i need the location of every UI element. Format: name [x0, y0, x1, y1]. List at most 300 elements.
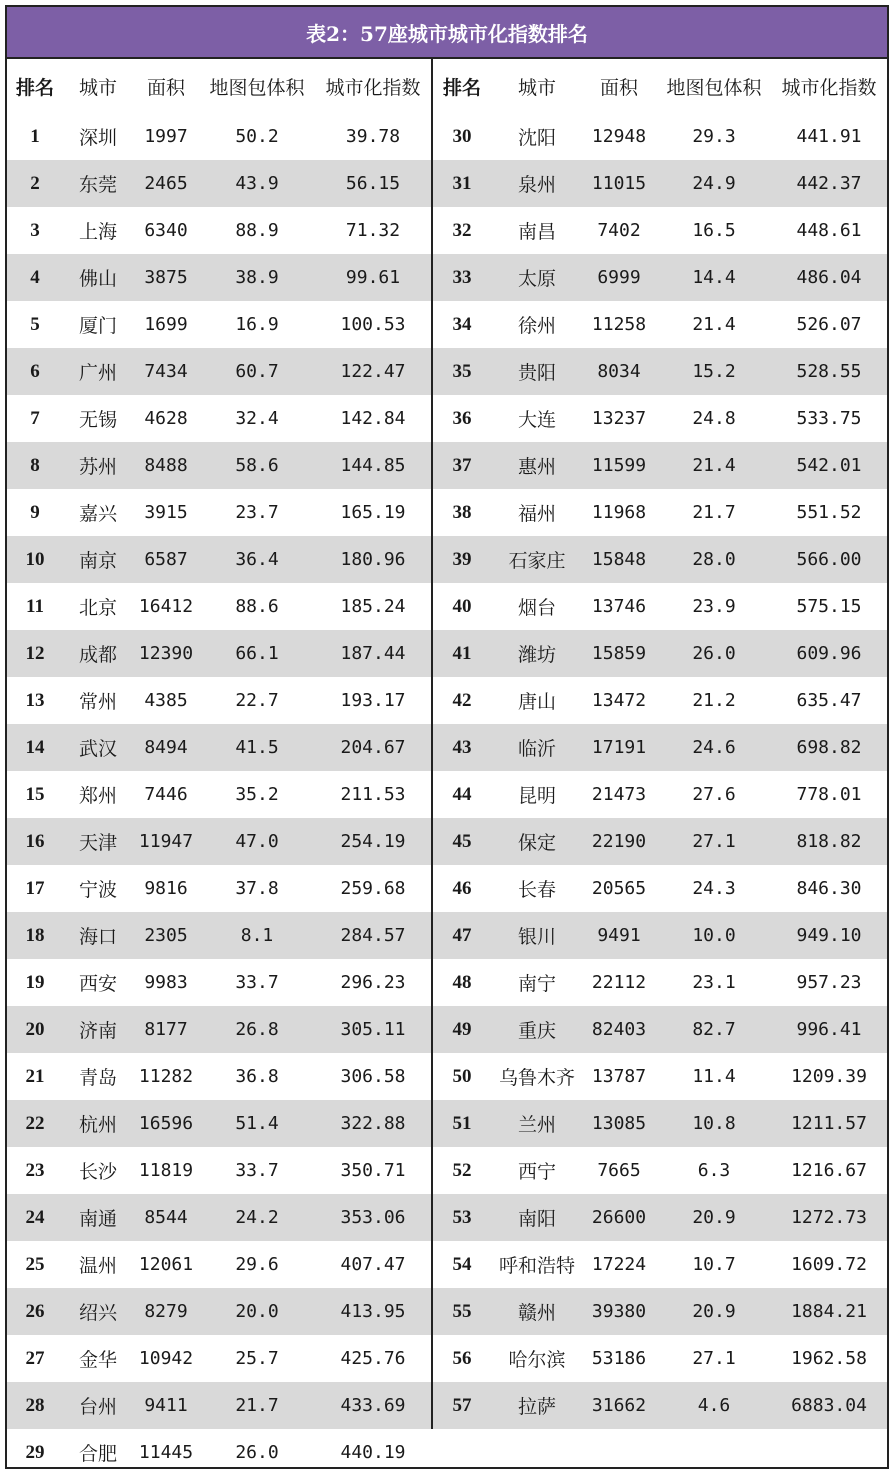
- cell-urbanization-index: 996.41: [796, 1019, 862, 1040]
- cell-map-size: 41.5: [235, 737, 279, 758]
- cell-urbanization-index: 407.47: [340, 1254, 406, 1275]
- cell-rank: 46: [452, 877, 472, 899]
- cell-map-size: 4.6: [697, 1395, 731, 1416]
- cell-map-size: 20.9: [692, 1207, 736, 1228]
- header-map-size: 地图包体积: [666, 76, 762, 99]
- cell-city: 东莞: [78, 174, 117, 196]
- cell-city: 温州: [78, 1255, 117, 1277]
- cell-area: 13472: [591, 690, 647, 711]
- table-row: [7, 348, 431, 395]
- cell-rank: 14: [25, 736, 45, 758]
- table-row: [433, 630, 887, 677]
- cell-city: 郑州: [78, 785, 117, 807]
- cell-urbanization-index: 180.96: [340, 549, 406, 570]
- cell-map-size: 28.0: [692, 549, 736, 570]
- cell-area: 2465: [144, 173, 188, 194]
- cell-rank: 52: [452, 1159, 472, 1181]
- table-row: [433, 1335, 887, 1382]
- cell-area: 16412: [138, 596, 194, 617]
- cell-city: 济南: [78, 1020, 117, 1042]
- cell-city: 泉州: [517, 174, 556, 196]
- cell-map-size: 66.1: [235, 643, 279, 664]
- cell-urbanization-index: 413.95: [340, 1301, 406, 1322]
- cell-area: 6587: [144, 549, 188, 570]
- cell-urbanization-index: 211.53: [340, 784, 406, 805]
- cell-city: 长春: [517, 879, 556, 901]
- cell-map-size: 10.8: [692, 1113, 736, 1134]
- cell-map-size: 29.3: [692, 126, 736, 147]
- cell-area: 13237: [591, 408, 647, 429]
- table-row: [433, 1382, 887, 1429]
- cell-map-size: 21.2: [692, 690, 736, 711]
- cell-city: 银川: [517, 926, 556, 948]
- cell-city: 常州: [78, 691, 117, 713]
- cell-city: 南京: [78, 550, 117, 572]
- cell-city: 临沂: [517, 738, 556, 760]
- cell-rank: 50: [452, 1065, 472, 1087]
- cell-map-size: 8.1: [240, 925, 274, 946]
- cell-rank: 29: [25, 1441, 45, 1463]
- table-row: [7, 489, 431, 536]
- cell-map-size: 58.6: [235, 455, 279, 476]
- cell-urbanization-index: 448.61: [796, 220, 862, 241]
- cell-map-size: 25.7: [235, 1348, 279, 1369]
- cell-map-size: 43.9: [235, 173, 279, 194]
- header-urbanization-index: 城市化指数: [325, 76, 421, 99]
- cell-urbanization-index: 204.67: [340, 737, 406, 758]
- cell-area: 8544: [144, 1207, 188, 1228]
- cell-urbanization-index: 185.24: [340, 596, 406, 617]
- table-row: [433, 1241, 887, 1288]
- cell-map-size: 47.0: [235, 831, 279, 852]
- cell-city: 南阳: [517, 1208, 556, 1230]
- cell-city: 青岛: [78, 1067, 117, 1089]
- cell-rank: 32: [452, 219, 472, 241]
- table-row: [7, 1194, 431, 1241]
- cell-urbanization-index: 350.71: [340, 1160, 406, 1181]
- cell-map-size: 10.0: [692, 925, 736, 946]
- cell-map-size: 88.9: [235, 220, 279, 241]
- cell-area: 8488: [144, 455, 188, 476]
- cell-city: 武汉: [78, 738, 117, 760]
- cell-rank: 20: [25, 1018, 45, 1040]
- cell-area: 6340: [144, 220, 188, 241]
- cell-city: 天津: [78, 832, 117, 854]
- cell-urbanization-index: 322.88: [340, 1113, 406, 1134]
- cell-area: 17191: [591, 737, 647, 758]
- cell-area: 7434: [144, 361, 188, 382]
- cell-urbanization-index: 1609.72: [791, 1254, 867, 1275]
- cell-city: 唐山: [517, 691, 556, 713]
- cell-urbanization-index: 306.58: [340, 1066, 406, 1087]
- cell-urbanization-index: 254.19: [340, 831, 406, 852]
- cell-city: 福州: [517, 503, 556, 525]
- table-row: [7, 1241, 431, 1288]
- cell-city: 沈阳: [517, 127, 556, 149]
- cell-area: 53186: [591, 1348, 647, 1369]
- cell-area: 16596: [138, 1113, 194, 1134]
- cell-map-size: 6.3: [697, 1160, 731, 1181]
- cell-urbanization-index: 425.76: [340, 1348, 406, 1369]
- table-row: [7, 395, 431, 442]
- cell-rank: 22: [25, 1112, 45, 1134]
- cell-urbanization-index: 100.53: [340, 314, 406, 335]
- cell-urbanization-index: 440.19: [340, 1442, 406, 1463]
- cell-rank: 11: [26, 595, 44, 617]
- cell-map-size: 36.4: [235, 549, 279, 570]
- cell-map-size: 27.1: [692, 831, 736, 852]
- cell-map-size: 82.7: [692, 1019, 736, 1040]
- cell-area: 31662: [591, 1395, 647, 1416]
- cell-city: 潍坊: [517, 644, 556, 666]
- table-row: [433, 1053, 887, 1100]
- cell-urbanization-index: 353.06: [340, 1207, 406, 1228]
- cell-city: 呼和浩特: [498, 1255, 575, 1277]
- table-row: [7, 1053, 431, 1100]
- header-city: 城市: [78, 76, 117, 99]
- table-row: [7, 301, 431, 348]
- cell-urbanization-index: 1272.73: [791, 1207, 867, 1228]
- cell-rank: 47: [452, 924, 472, 946]
- table-left-half: [7, 59, 431, 1476]
- cell-map-size: 15.2: [692, 361, 736, 382]
- cell-rank: 26: [25, 1300, 45, 1322]
- cell-urbanization-index: 305.11: [340, 1019, 406, 1040]
- table-row: [433, 442, 887, 489]
- cell-urbanization-index: 1216.67: [791, 1160, 867, 1181]
- table-row: [7, 818, 431, 865]
- cell-urbanization-index: 165.19: [340, 502, 406, 523]
- cell-rank: 13: [25, 689, 45, 711]
- table-row: [433, 207, 887, 254]
- cell-area: 7665: [597, 1160, 641, 1181]
- cell-rank: 2: [30, 172, 40, 194]
- table-right-half: [431, 59, 887, 1429]
- cell-rank: 33: [452, 266, 472, 288]
- cell-urbanization-index: 486.04: [796, 267, 862, 288]
- table-row: [7, 207, 431, 254]
- cell-map-size: 26.8: [235, 1019, 279, 1040]
- table-row: [433, 254, 887, 301]
- table-row: [433, 865, 887, 912]
- cell-area: 22112: [591, 972, 647, 993]
- table-row: [433, 348, 887, 395]
- cell-area: 1699: [144, 314, 188, 335]
- table-row: [7, 677, 431, 724]
- cell-map-size: 20.0: [235, 1301, 279, 1322]
- table-row: [433, 113, 887, 160]
- table-row: [7, 442, 431, 489]
- cell-rank: 36: [452, 407, 472, 429]
- cell-area: 9491: [597, 925, 641, 946]
- cell-rank: 35: [452, 360, 472, 382]
- cell-map-size: 24.3: [692, 878, 736, 899]
- table-row: [433, 395, 887, 442]
- cell-city: 石家庄: [508, 550, 566, 572]
- cell-rank: 43: [452, 736, 472, 758]
- cell-city: 兰州: [517, 1114, 556, 1136]
- header-map-size: 地图包体积: [209, 76, 305, 99]
- cell-urbanization-index: 566.00: [796, 549, 862, 570]
- cell-urbanization-index: 635.47: [796, 690, 862, 711]
- cell-map-size: 51.4: [235, 1113, 279, 1134]
- table-row: [433, 1147, 887, 1194]
- cell-city: 嘉兴: [78, 503, 117, 525]
- table-row: [433, 912, 887, 959]
- cell-map-size: 33.7: [235, 972, 279, 993]
- cell-rank: 38: [452, 501, 472, 523]
- cell-area: 17224: [591, 1254, 647, 1275]
- cell-city: 苏州: [78, 456, 117, 478]
- cell-city: 宁波: [78, 879, 117, 901]
- header-urbanization-index: 城市化指数: [781, 76, 877, 99]
- cell-city: 赣州: [517, 1302, 556, 1324]
- header-area: 面积: [146, 76, 185, 99]
- cell-map-size: 23.9: [692, 596, 736, 617]
- table-row: [7, 583, 431, 630]
- cell-map-size: 26.0: [692, 643, 736, 664]
- cell-city: 惠州: [517, 456, 556, 478]
- cell-city: 台州: [78, 1396, 117, 1418]
- cell-map-size: 50.2: [235, 126, 279, 147]
- cell-area: 7446: [144, 784, 188, 805]
- cell-area: 13085: [591, 1113, 647, 1134]
- cell-area: 11015: [591, 173, 647, 194]
- cell-area: 22190: [591, 831, 647, 852]
- cell-rank: 48: [452, 971, 472, 993]
- table-row: [433, 583, 887, 630]
- cell-rank: 28: [25, 1394, 45, 1416]
- cell-map-size: 23.7: [235, 502, 279, 523]
- cell-map-size: 21.7: [235, 1395, 279, 1416]
- cell-map-size: 10.7: [692, 1254, 736, 1275]
- cell-map-size: 24.2: [235, 1207, 279, 1228]
- cell-rank: 40: [452, 595, 472, 617]
- cell-area: 9816: [144, 878, 188, 899]
- cell-rank: 10: [25, 548, 45, 570]
- cell-city: 长沙: [78, 1161, 117, 1183]
- cell-urbanization-index: 778.01: [796, 784, 862, 805]
- table-row: [7, 1006, 431, 1053]
- cell-city: 昆明: [517, 785, 556, 807]
- cell-map-size: 21.4: [692, 314, 736, 335]
- cell-map-size: 21.7: [692, 502, 736, 523]
- ranking-table: [5, 5, 889, 1469]
- cell-map-size: 16.9: [235, 314, 279, 335]
- cell-map-size: 24.6: [692, 737, 736, 758]
- table-row: [7, 959, 431, 1006]
- cell-city: 大连: [517, 409, 556, 431]
- cell-area: 4385: [144, 690, 188, 711]
- cell-area: 12948: [591, 126, 647, 147]
- cell-urbanization-index: 122.47: [340, 361, 406, 382]
- cell-city: 太原: [517, 268, 556, 290]
- cell-urbanization-index: 193.17: [340, 690, 406, 711]
- cell-area: 11968: [591, 502, 647, 523]
- table-row: [433, 1288, 887, 1335]
- cell-map-size: 37.8: [235, 878, 279, 899]
- table-title: 表2：57座城市城市化指数排名: [7, 7, 887, 59]
- cell-rank: 42: [452, 689, 472, 711]
- cell-map-size: 24.8: [692, 408, 736, 429]
- table-row: [7, 912, 431, 959]
- cell-city: 成都: [78, 644, 117, 666]
- cell-area: 9983: [144, 972, 188, 993]
- cell-urbanization-index: 526.07: [796, 314, 862, 335]
- cell-rank: 39: [452, 548, 472, 570]
- table-row: [433, 1194, 887, 1241]
- cell-map-size: 60.7: [235, 361, 279, 382]
- cell-urbanization-index: 187.44: [340, 643, 406, 664]
- cell-map-size: 23.1: [692, 972, 736, 993]
- cell-rank: 30: [452, 125, 472, 147]
- cell-rank: 4: [30, 266, 40, 288]
- cell-city: 金华: [78, 1349, 117, 1371]
- table-row: [433, 771, 887, 818]
- cell-area: 11445: [138, 1442, 194, 1463]
- cell-city: 保定: [517, 832, 556, 854]
- cell-city: 无锡: [78, 409, 117, 431]
- table-row: [433, 160, 887, 207]
- table-row: [7, 1335, 431, 1382]
- cell-city: 贵阳: [517, 362, 556, 384]
- cell-area: 11599: [591, 455, 647, 476]
- table-row: [7, 771, 431, 818]
- cell-area: 15859: [591, 643, 647, 664]
- cell-area: 11819: [138, 1160, 194, 1181]
- header-city: 城市: [517, 76, 556, 99]
- cell-urbanization-index: 551.52: [796, 502, 862, 523]
- table-row: [7, 1429, 431, 1476]
- cell-rank: 16: [25, 830, 45, 852]
- cell-rank: 18: [25, 924, 45, 946]
- cell-city: 合肥: [78, 1443, 117, 1465]
- cell-urbanization-index: 441.91: [796, 126, 862, 147]
- cell-rank: 25: [25, 1253, 45, 1275]
- cell-rank: 56: [452, 1347, 472, 1369]
- cell-area: 39380: [591, 1301, 647, 1322]
- cell-area: 12061: [138, 1254, 194, 1275]
- cell-area: 11947: [138, 831, 194, 852]
- table-row: [433, 489, 887, 536]
- cell-urbanization-index: 609.96: [796, 643, 862, 664]
- cell-urbanization-index: 542.01: [796, 455, 862, 476]
- table-row: [7, 160, 431, 207]
- cell-rank: 27: [25, 1347, 45, 1369]
- cell-map-size: 24.9: [692, 173, 736, 194]
- cell-city: 重庆: [517, 1020, 556, 1042]
- table-row: [433, 1100, 887, 1147]
- cell-rank: 21: [25, 1065, 45, 1087]
- cell-map-size: 36.8: [235, 1066, 279, 1087]
- cell-city: 广州: [78, 362, 117, 384]
- cell-area: 13787: [591, 1066, 647, 1087]
- cell-urbanization-index: 99.61: [345, 267, 401, 288]
- cell-rank: 9: [30, 501, 40, 523]
- cell-urbanization-index: 533.75: [796, 408, 862, 429]
- cell-map-size: 33.7: [235, 1160, 279, 1181]
- table-row: [433, 536, 887, 583]
- cell-rank: 5: [30, 313, 40, 335]
- cell-urbanization-index: 949.10: [796, 925, 862, 946]
- cell-rank: 7: [30, 407, 40, 429]
- cell-map-size: 88.6: [235, 596, 279, 617]
- cell-urbanization-index: 6883.04: [791, 1395, 867, 1416]
- cell-urbanization-index: 528.55: [796, 361, 862, 382]
- cell-area: 8494: [144, 737, 188, 758]
- cell-urbanization-index: 442.37: [796, 173, 862, 194]
- header-area: 面积: [599, 76, 638, 99]
- cell-rank: 3: [30, 219, 40, 241]
- cell-rank: 44: [452, 783, 472, 805]
- cell-city: 西安: [78, 973, 117, 995]
- cell-rank: 12: [25, 642, 45, 664]
- cell-map-size: 35.2: [235, 784, 279, 805]
- cell-rank: 34: [452, 313, 472, 335]
- cell-urbanization-index: 1962.58: [791, 1348, 867, 1369]
- cell-rank: 23: [25, 1159, 45, 1181]
- cell-area: 26600: [591, 1207, 647, 1228]
- table-row: [7, 865, 431, 912]
- cell-map-size: 16.5: [692, 220, 736, 241]
- cell-area: 82403: [591, 1019, 647, 1040]
- table-row: [433, 301, 887, 348]
- cell-urbanization-index: 296.23: [340, 972, 406, 993]
- cell-rank: 45: [452, 830, 472, 852]
- cell-city: 上海: [78, 221, 117, 243]
- table-row: [7, 113, 431, 160]
- cell-area: 10942: [138, 1348, 194, 1369]
- table-row: [7, 1288, 431, 1335]
- cell-urbanization-index: 39.78: [345, 126, 401, 147]
- cell-map-size: 21.4: [692, 455, 736, 476]
- cell-area: 12390: [138, 643, 194, 664]
- cell-urbanization-index: 56.15: [345, 173, 401, 194]
- cell-area: 8034: [597, 361, 641, 382]
- cell-city: 乌鲁木齐: [498, 1067, 575, 1089]
- cell-city: 徐州: [517, 315, 556, 337]
- table-row: [433, 1006, 887, 1053]
- cell-city: 北京: [78, 597, 117, 619]
- cell-urbanization-index: 957.23: [796, 972, 862, 993]
- table-right-body: [433, 113, 887, 1429]
- cell-city: 海口: [78, 926, 117, 948]
- cell-map-size: 27.6: [692, 784, 736, 805]
- cell-area: 6999: [597, 267, 641, 288]
- cell-area: 2305: [144, 925, 188, 946]
- cell-rank: 15: [25, 783, 45, 805]
- cell-urbanization-index: 144.85: [340, 455, 406, 476]
- cell-city: 深圳: [78, 127, 117, 149]
- cell-area: 3875: [144, 267, 188, 288]
- header-rank: 排名: [15, 76, 54, 99]
- table-header-row: [7, 59, 431, 113]
- cell-urbanization-index: 142.84: [340, 408, 406, 429]
- cell-rank: 55: [452, 1300, 472, 1322]
- cell-area: 7402: [597, 220, 641, 241]
- cell-rank: 24: [25, 1206, 45, 1228]
- table-row: [7, 1100, 431, 1147]
- cell-area: 20565: [591, 878, 647, 899]
- cell-rank: 53: [452, 1206, 472, 1228]
- table-row: [7, 724, 431, 771]
- cell-map-size: 38.9: [235, 267, 279, 288]
- table-row: [433, 677, 887, 724]
- cell-area: 21473: [591, 784, 647, 805]
- cell-map-size: 14.4: [692, 267, 736, 288]
- cell-map-size: 22.7: [235, 690, 279, 711]
- cell-map-size: 26.0: [235, 1442, 279, 1463]
